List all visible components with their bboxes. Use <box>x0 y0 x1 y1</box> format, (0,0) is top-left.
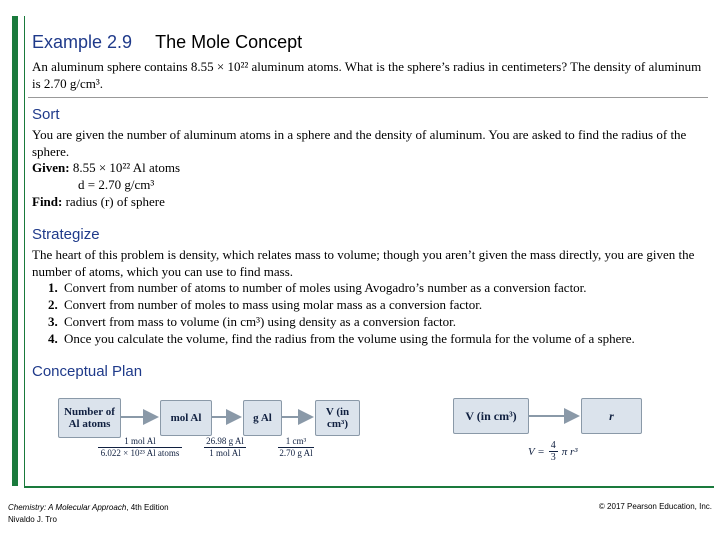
box-volume: V (in cm³) <box>315 400 360 436</box>
factor-density: $\frac{\text{1 cm³}}{\text{2.70 g Al}}$ <box>279 436 313 458</box>
footer-citation <box>8 502 169 526</box>
box-radius: r <box>581 398 642 434</box>
conceptual-plan-heading: Conceptual Plan <box>32 363 143 380</box>
given-value: 8.55 × 10²² Al atoms <box>72 160 181 175</box>
box-number-of-atoms: Number of Al atoms <box>58 398 121 438</box>
formula-fraction: $\frac{4}{3}$ <box>550 440 556 463</box>
find-value: radius (r) of sphere <box>65 194 165 209</box>
factor-molar-mass: 26.98 g Al 1 mol Al <box>204 436 246 459</box>
factor-avogadro: 1 mol Al 6.022 × 10²³ Al atoms <box>98 436 182 459</box>
example-title: The Mole Concept <box>155 32 303 52</box>
box-volume-2: V (in cm³) <box>453 398 529 434</box>
sphere-volume-formula: V = $\frac{4}{3}$ π r³ <box>528 440 578 463</box>
problem-statement: An aluminum sphere contains 8.55 × 10²² aluminum atoms. What is the sphere’s radius in centimeters? The density of aluminum is 2.70 g/cm³. <box>32 59 702 91</box>
step-item: 1. Convert from number of atoms to number of moles using Avogadro’s number as a conversion factor. <box>48 280 587 295</box>
sort-text: You are given the number of aluminum atoms in a sphere and the density of aluminum. You are asked to find the radius of the sphere. <box>32 127 687 159</box>
footer-copyright: © 2017 Pearson Education, Inc. <box>598 502 712 511</box>
book-title: Chemistry: A Molecular Approach <box>8 503 127 512</box>
sort-heading: Sort <box>32 106 60 123</box>
box-g-al: g Al <box>243 400 282 436</box>
book-author: Nivaldo J. Tro <box>8 515 57 524</box>
box-mol-al: mol Al <box>160 400 212 436</box>
given-density: d = 2.70 g/cm³ <box>78 177 155 192</box>
step-item: 3. Convert from mass to volume (in cm³) using density as a conversion factor. <box>48 314 457 329</box>
strategize-heading: Strategize <box>32 226 100 243</box>
given-label: Given: <box>32 160 70 175</box>
book-edition: , 4th Edition <box>126 503 169 512</box>
strategize-text: The heart of this problem is density, which relates mass to volume; though you aren’t given the mass directly, you are given the number of atoms, which you can use to find mass. <box>32 247 695 279</box>
step-item: 4. Once you calculate the volume, find the radius from the volume using the formula for the volume of a sphere. <box>48 331 635 346</box>
step-item: 2. Convert from number of moles to mass using molar mass as a conversion factor. <box>48 297 483 312</box>
find-label: Find: <box>32 194 63 209</box>
example-number: Example 2.9 <box>32 32 133 52</box>
